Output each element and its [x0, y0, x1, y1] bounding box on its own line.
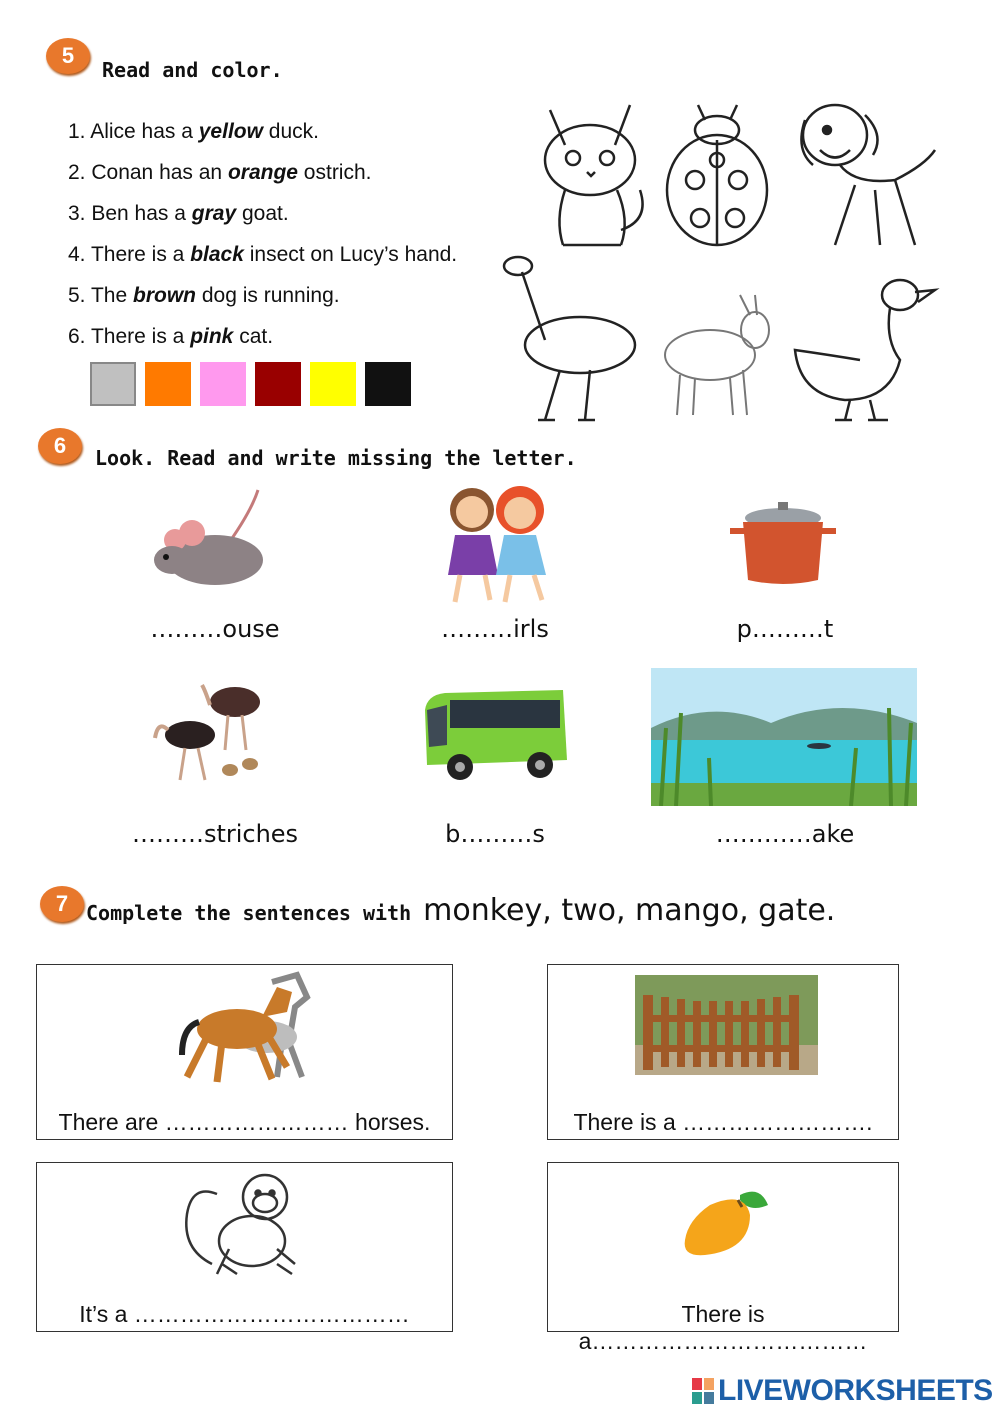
goat-drawing[interactable]: [655, 290, 780, 420]
cat-drawing[interactable]: [535, 90, 655, 250]
exercise-7-word-list: monkey, two, mango, gate.: [423, 893, 836, 928]
mango-picture: [680, 1185, 770, 1260]
word-ostriches[interactable]: ………striches: [131, 820, 299, 848]
sentence-1: 1. Alice has a yellow duck.: [68, 120, 319, 143]
box-mango: [547, 1162, 899, 1354]
exercise-6-badge: 6: [38, 428, 82, 464]
pot-picture: [728, 500, 838, 590]
horses-picture: [177, 967, 317, 1087]
swatch-dark-red[interactable]: [255, 362, 301, 406]
color-palette: [90, 362, 411, 406]
swatch-pink[interactable]: [200, 362, 246, 406]
sentence-3: 3. Ben has a gray goat.: [68, 202, 289, 225]
ladybug-drawing[interactable]: [660, 100, 775, 250]
liveworksheets-logo-text: LIVEWORKSHEETS: [718, 1374, 993, 1407]
liveworksheets-logo-icon: [692, 1378, 714, 1404]
box-gate: [547, 964, 899, 1140]
swatch-gray[interactable]: [90, 362, 136, 406]
sentence-4: 4. There is a black insect on Lucy’s hand.: [68, 243, 458, 266]
sentence-horses[interactable]: There are …………………… horses.: [58, 1109, 431, 1135]
sentence-monkey[interactable]: It’s a ………………………………: [79, 1301, 410, 1327]
sentence-6: 6. There is a pink cat.: [68, 325, 274, 348]
exercise-6-heading: Look. Read and write missing the letter.: [95, 446, 577, 470]
word-lake[interactable]: …………ake: [715, 820, 855, 848]
box-monkey: [36, 1162, 453, 1332]
exercise-5-heading: Read and color.: [102, 58, 283, 82]
gate-picture: [635, 975, 818, 1075]
exercise-7-badge: 7: [40, 886, 84, 922]
word-mouse[interactable]: ………ouse: [150, 615, 280, 643]
girls-picture: [430, 480, 560, 605]
lake-picture: [651, 668, 917, 806]
exercise-5-sentences: [68, 120, 457, 366]
dog-drawing[interactable]: [795, 95, 940, 255]
box-horses: [36, 964, 453, 1140]
exercise-7-instruction: Complete the sentences with: [86, 901, 424, 925]
sentence-gate[interactable]: There is a …………………….: [573, 1109, 873, 1135]
mouse-picture: [150, 485, 280, 595]
ostriches-picture: [150, 680, 275, 790]
swatch-orange[interactable]: [145, 362, 191, 406]
ostrich-drawing[interactable]: [500, 250, 650, 425]
swatch-yellow[interactable]: [310, 362, 356, 406]
duck-drawing[interactable]: [790, 270, 940, 425]
word-bus[interactable]: b………s: [445, 820, 545, 848]
exercise-7-heading: [86, 893, 835, 928]
swatch-black[interactable]: [365, 362, 411, 406]
liveworksheets-logo: [692, 1374, 993, 1408]
sentence-5: 5. The brown dog is running.: [68, 284, 340, 307]
monkey-picture: [177, 1169, 307, 1281]
sentence-mango[interactable]: There is a………………………………: [578, 1301, 868, 1354]
exercise-5-badge: 5: [46, 38, 90, 74]
word-girls[interactable]: ………irls: [441, 615, 549, 643]
sentence-2: 2. Conan has an orange ostrich.: [68, 161, 372, 184]
bus-picture: [415, 685, 570, 785]
word-pot[interactable]: p………t: [736, 615, 834, 643]
